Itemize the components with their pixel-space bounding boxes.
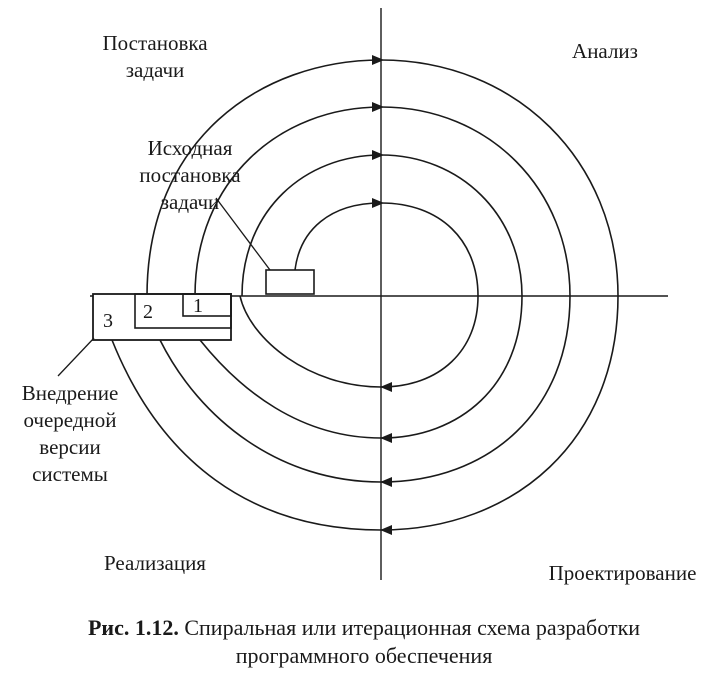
caption-prefix: Рис. 1.12. xyxy=(87,615,179,640)
label-deploy xyxy=(0,380,140,488)
label-task-statement xyxy=(60,30,250,84)
deploy-pointer xyxy=(58,338,94,376)
label-initial-task xyxy=(115,135,265,216)
label-deploy-line1: Внедрение xyxy=(21,381,119,405)
label-deploy-line3: версии xyxy=(39,435,101,459)
figure-caption xyxy=(0,614,728,670)
deploy-box-3 xyxy=(93,294,231,340)
label-initial-line3: задачи xyxy=(160,190,220,214)
arrow-top-2 xyxy=(372,150,384,160)
caption-text-line1: Спиральная или итерационная схема разработки xyxy=(184,615,641,640)
caption-line1 xyxy=(0,614,728,642)
initial-task-box xyxy=(266,270,314,294)
label-deploy-line2: очередной xyxy=(23,408,117,432)
iteration-number-3: 3 xyxy=(103,310,113,332)
spiral-turn-1-top xyxy=(295,203,478,296)
label-implementation: Реализация xyxy=(104,551,206,575)
spiral-turn-1-bottom xyxy=(240,296,478,387)
arrow-bottom-1 xyxy=(380,382,392,392)
caption-line2: программного обеспечения xyxy=(235,643,493,668)
arrow-top-1 xyxy=(372,198,384,208)
iteration-number-2: 2 xyxy=(143,301,153,323)
label-design: Проектирование xyxy=(548,561,697,585)
label-deploy-line4: системы xyxy=(32,462,108,486)
iteration-number-1: 1 xyxy=(193,295,203,317)
arrow-top-3 xyxy=(372,102,384,112)
label-initial-line1: Исходная xyxy=(147,136,233,160)
label-task-line1: Постановка xyxy=(102,31,208,55)
arrow-bottom-2 xyxy=(380,433,392,443)
arrow-bottom-4 xyxy=(380,525,392,535)
label-analysis: Анализ xyxy=(572,39,638,63)
label-initial-line2: постановка xyxy=(139,163,241,187)
label-task-line2: задачи xyxy=(125,58,185,82)
arrow-bottom-3 xyxy=(380,477,392,487)
arrow-top-4 xyxy=(372,55,384,65)
